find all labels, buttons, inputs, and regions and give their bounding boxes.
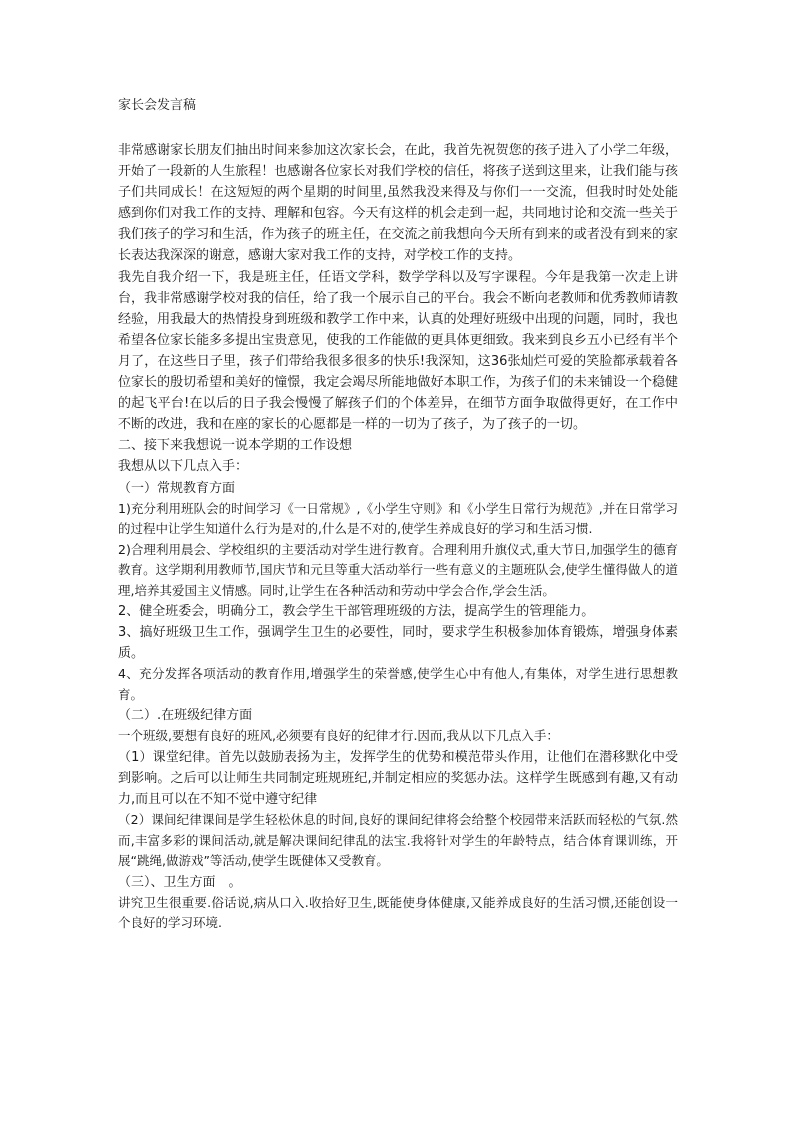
paragraph-lead-in: 我想从以下几点入手： <box>118 459 249 475</box>
list-item-class-committee: 2、健全班委会，明确分工，教会学生干部管理班级的方法，提高学生的管理能力。 <box>118 604 595 620</box>
list-item-activities: 4、充分发挥各项活动的教育作用,增强学生的荣誉感,使学生心中有他人,有集体，对学生进行思想教育。 <box>118 666 678 702</box>
paragraph-introduction: 我先自我介绍一下，我是班主任，任语文学科，数学学科以及写字课程。今年是我第一次走上讲台，我非常感谢学校对我的信任，给了我一个展示自己的平台。我会不断向老教师和优秀教师请教经验，用我最大的热情投身到班级和教学工作中来，认真的处理好班级中出现的问题，同时，我也希望各位家长能多多提出宝贵意见，使我的工作能做的更具体更细致。我来到良乡五小已经有半个月了，在这些日子里，孩子们带给我很多很多的快乐!我深知，这36张灿烂可爱的笑脸都承载着各位家长的殷切希望和美好的憧憬，我定会竭尽所能地做好本职工作，为孩子们的未来铺设一个稳健的起飞平台!在以后的日子我会慢慢了解孩子们的个体差异，在细节方面争取做得更好，在工作中不断的改进，我和在座的家长的心愿都是一样的一切为了孩子，为了孩子的一切。 <box>118 269 678 433</box>
document-body <box>118 140 678 934</box>
document-title: 家长会发言稿 <box>118 98 197 113</box>
list-item-classroom-discipline: （1）课堂纪律。首先以鼓励表扬为主，发挥学生的优势和模范带头作用，让他们在潜移默化中受到影响。之后可以让师生共同制定班规班纪,并制定相应的奖惩办法。这样学生既感到有趣,又有动力,而且可以在不知不觉中遵守纪律 <box>118 749 678 808</box>
document-page <box>118 96 678 934</box>
subheading-discipline: （二）.在班级纪律方面 <box>118 708 253 724</box>
list-item-2: 2)合理利用晨会、学校组织的主要活动对学生进行教育。合理利用升旗仪式,重大节日,加强学生的德育教育。这学期利用教师节,国庆节和元旦等重大活动举行一些有意义的主题班队会,使学生懂得做人的道理,培养其爱国主义情感。同时,让学生在各种活动和劳动中学会合作,学会生活。 <box>118 541 678 598</box>
list-item-break-discipline: （2）课间纪律课间是学生轻松休息的时间,良好的课间纪律将会给整个校园带来活跃而轻松的气氛.然而,丰富多彩的课间活动,就是解决课间纪律乱的法宝.我将针对学生的年龄特点，结合体育课训练，开展“跳绳,做游戏”等活动,使学生既健体又受教育。 <box>118 812 678 869</box>
paragraph-thanks: 非常感谢家长朋友们抽出时间来参加这次家长会，在此，我首先祝贺您的孩子进入了小学二年级，开始了一段新的人生旅程！也感谢各位家长对我们学校的信任，将孩子送到这里来，让我们能与孩子们共同成长！在这短短的两个星期的时间里,虽然我没来得及与你们一一交流，但我时时处处能感到你们对我工作的支持、理解和包容。今天有这样的机会走到一起，共同地讨论和交流一些关于我们孩子的学习和生活，作为孩子的班主任，在交流之前我想向今天所有到来的或者没有到来的家长表达我深深的谢意，感谢大家对我工作的支持，对学校工作的支持。 <box>118 143 678 264</box>
subheading-hygiene: （三）、卫生方面 。 <box>118 874 242 890</box>
list-item-hygiene-work: 3、搞好班级卫生工作，强调学生卫生的必要性，同时，要求学生积极参加体育锻炼，增强身体素质。 <box>118 625 678 662</box>
list-item-1: 1)充分利用班队会的时间学习《一日常规》,《小学生守则》和《小学生日常行为规范》,并在日常学习的过程中让学生知道什么行为是对的,什么是不对的,使学生养成良好的学习和生活习惯. <box>118 500 678 537</box>
paragraph-discipline-intro: 一个班级,要想有良好的班风,必须要有良好的纪律才行.因而,我从以下几点入手： <box>118 728 559 744</box>
paragraph-hygiene: 讲究卫生很重要.俗话说,病从口入.收拾好卫生,既能使身体健康,又能养成良好的生活习惯,还能创设一个良好的学习环境. <box>118 894 678 931</box>
subheading-routine-education: （一）常规教育方面 <box>118 480 236 496</box>
section-heading-work-plan: 二、接下来我想说一说本学期的工作设想 <box>118 438 353 454</box>
